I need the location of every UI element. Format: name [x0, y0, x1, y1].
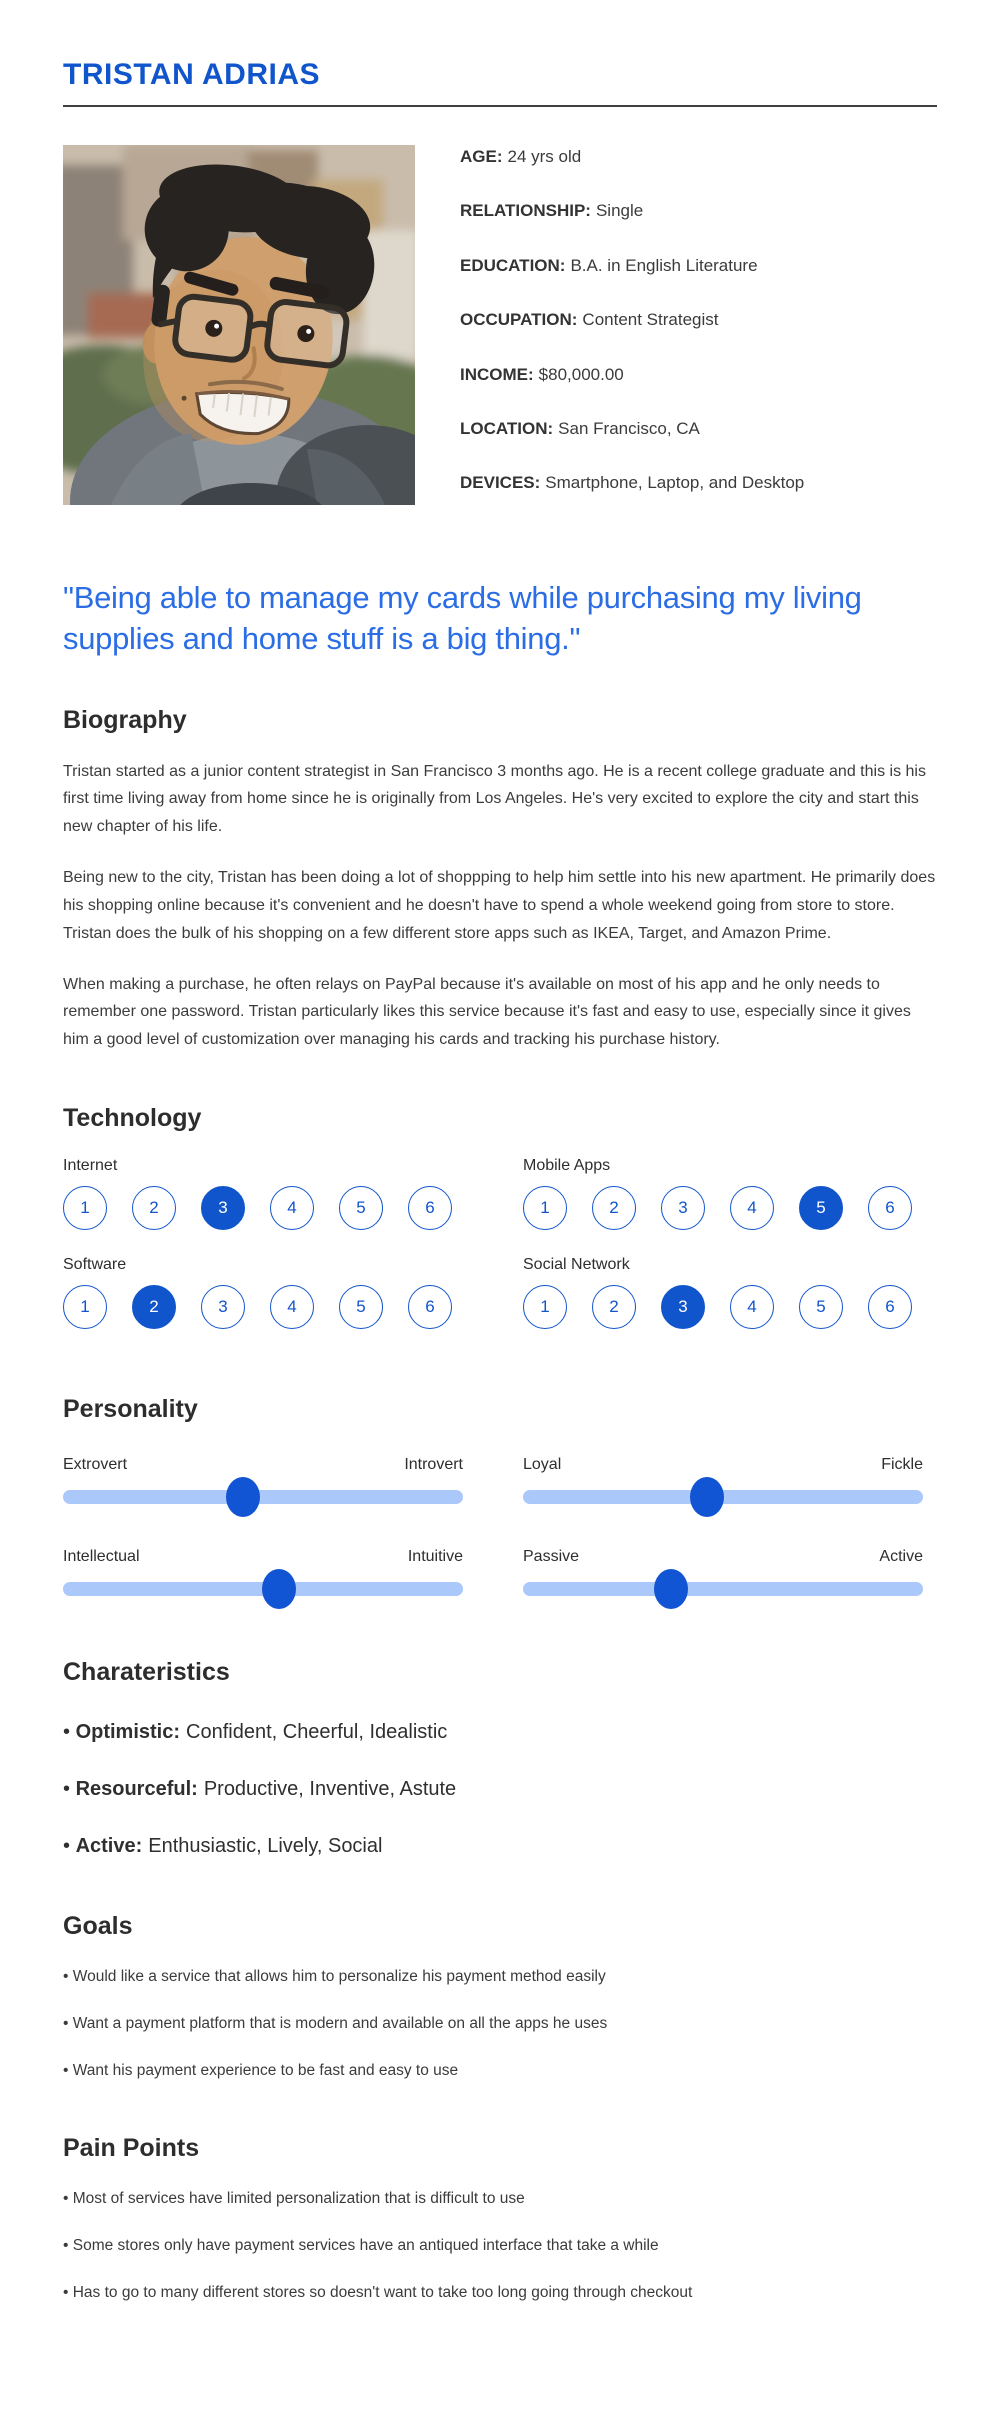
rating-label: Mobile Apps — [523, 1157, 611, 1174]
rating-group-social-network — [523, 1256, 923, 1329]
characteristic-label: Active: — [75, 1835, 143, 1857]
rating-label: Software — [63, 1256, 127, 1273]
technology-heading: Technology — [63, 1104, 202, 1132]
slider-left-label: Intellectual — [63, 1548, 140, 1565]
rating-circle-mobile-apps-4[interactable]: 4 — [730, 1186, 774, 1230]
demographic-label: AGE: — [460, 147, 503, 166]
demographic-row — [460, 201, 804, 221]
demographic-row — [460, 365, 804, 385]
pain-point-item: • Some stores only have payment services have an antiqued interface that take a while — [63, 2236, 937, 2257]
characteristic-value: Confident, Cheerful, Idealistic — [186, 1721, 448, 1743]
biography-paragraph: Tristan started as a junior content strategist in San Francisco 3 months ago. He is a recent college graduate and this is his first time living away from home since he is originally from Los Angeles. He's very excited to explore the city and start this new chapter of his life. — [63, 762, 926, 836]
persona-quote: "Being able to manage my cards while purchasing my living supplies and home stuff is a big thing." — [63, 579, 862, 656]
characteristic-item — [63, 1721, 937, 1744]
characteristic-value: Enthusiastic, Lively, Social — [148, 1835, 383, 1857]
rating-circle-social-network-3[interactable]: 3 — [661, 1285, 705, 1329]
demographic-row — [460, 419, 804, 439]
rating-circle-social-network-5[interactable]: 5 — [799, 1285, 843, 1329]
rating-circle-social-network-1[interactable]: 1 — [523, 1285, 567, 1329]
personality-heading: Personality — [63, 1395, 198, 1423]
rating-group-internet — [63, 1157, 463, 1230]
portrait-illustration — [63, 145, 415, 505]
slider-thumb[interactable] — [654, 1569, 688, 1609]
rating-circle-software-3[interactable]: 3 — [201, 1285, 245, 1329]
pain-points-list — [63, 2189, 937, 2304]
pain-point-item: • Most of services have limited personalization that is difficult to use — [63, 2189, 937, 2210]
demographic-row — [460, 147, 804, 167]
demographic-value: San Francisco, CA — [558, 418, 700, 438]
rating-scale — [63, 1186, 463, 1230]
slider-track[interactable] — [63, 1490, 463, 1504]
demographics-list — [460, 145, 804, 528]
rating-circle-mobile-apps-6[interactable]: 6 — [868, 1186, 912, 1230]
rating-circle-software-5[interactable]: 5 — [339, 1285, 383, 1329]
slider-left-label: Passive — [523, 1548, 580, 1565]
demographic-label: INCOME: — [460, 364, 534, 384]
rating-group-software — [63, 1256, 463, 1329]
profile-section — [63, 145, 937, 528]
characteristic-item — [63, 1778, 937, 1801]
demographic-label: RELATIONSHIP: — [460, 201, 591, 221]
characteristic-label: Resourceful: — [75, 1778, 198, 1800]
demographic-value: Content Strategist — [582, 310, 719, 330]
slider-right-label: Intuitive — [407, 1548, 463, 1565]
rating-circle-social-network-4[interactable]: 4 — [730, 1285, 774, 1329]
page-title: TRISTAN ADRIAS — [63, 58, 937, 107]
slider-track[interactable] — [63, 1582, 463, 1596]
rating-circle-internet-5[interactable]: 5 — [339, 1186, 383, 1230]
characteristic-value: Productive, Inventive, Astute — [203, 1778, 457, 1800]
slider-passive-active — [523, 1548, 923, 1596]
rating-circle-internet-1[interactable]: 1 — [63, 1186, 107, 1230]
pain-points-heading: Pain Points — [63, 2133, 200, 2162]
goal-item: • Want his payment experience to be fast and easy to use — [63, 2061, 937, 2082]
biography-paragraph: Being new to the city, Tristan has been doing a lot of shoppping to help him settle into his new apartment. He primarily does his shopping online because it's convenient and he doesn't have to spend a whole weekend going from store to store. Tristan does the bulk of his shopping on a few different store apps such as IKEA, Target, and Amazon Prime. — [63, 869, 936, 942]
slider-thumb[interactable] — [226, 1477, 260, 1517]
slider-right-label: Active — [879, 1548, 923, 1565]
biography-heading: Biography — [63, 705, 187, 734]
biography-paragraph: When making a purchase, he often relays on PayPal because it's available on most of his app and he only needs to remember one password. Tristan particularly likes this service because it's fast and easy to use, especially since it gives him a good level of customization over managing his cards and tracking his purchase history. — [63, 975, 911, 1049]
rating-circle-software-4[interactable]: 4 — [270, 1285, 314, 1329]
rating-scale — [523, 1186, 923, 1230]
goal-item: • Would like a service that allows him to personalize his payment method easily — [63, 1967, 937, 1988]
rating-label: Social Network — [523, 1256, 630, 1273]
characteristics-list — [63, 1721, 937, 1858]
rating-circle-mobile-apps-1[interactable]: 1 — [523, 1186, 567, 1230]
rating-circle-mobile-apps-2[interactable]: 2 — [592, 1186, 636, 1230]
goals-list — [63, 1967, 937, 2082]
slider-thumb[interactable] — [690, 1477, 724, 1517]
characteristics-heading: Charateristics — [63, 1658, 230, 1686]
slider-loyal-fickle — [523, 1456, 923, 1504]
rating-circle-mobile-apps-5[interactable]: 5 — [799, 1186, 843, 1230]
demographic-label: DEVICES: — [460, 473, 541, 493]
personality-section — [63, 1456, 937, 1596]
slider-thumb[interactable] — [262, 1569, 296, 1609]
slider-intellectual-intuitive — [63, 1548, 463, 1596]
slider-track[interactable] — [523, 1490, 923, 1504]
rating-circle-internet-6[interactable]: 6 — [408, 1186, 452, 1230]
pain-point-item: • Has to go to many different stores so doesn't want to take too long going through checkout — [63, 2283, 937, 2304]
slider-extrovert-introvert — [63, 1456, 463, 1504]
rating-circle-internet-2[interactable]: 2 — [132, 1186, 176, 1230]
slider-right-label: Fickle — [881, 1456, 923, 1473]
rating-scale — [523, 1285, 923, 1329]
characteristic-label: Optimistic: — [75, 1721, 181, 1743]
rating-label: Internet — [63, 1157, 118, 1174]
rating-circle-software-1[interactable]: 1 — [63, 1285, 107, 1329]
rating-circle-mobile-apps-3[interactable]: 3 — [661, 1186, 705, 1230]
demographic-label: OCCUPATION: — [460, 310, 578, 330]
demographic-row — [460, 310, 804, 330]
slider-right-label: Introvert — [404, 1456, 463, 1473]
rating-circle-internet-3[interactable]: 3 — [201, 1186, 245, 1230]
demographic-value: 24 yrs old — [507, 147, 582, 166]
rating-circle-software-6[interactable]: 6 — [408, 1285, 452, 1329]
demographic-row — [460, 473, 804, 493]
goal-item: • Want a payment platform that is modern and available on all the apps he uses — [63, 2014, 937, 2035]
demographic-value: Single — [595, 201, 644, 221]
rating-group-mobile-apps — [523, 1157, 923, 1230]
characteristic-item — [63, 1835, 937, 1858]
portrait-photo — [63, 145, 415, 505]
rating-circle-social-network-2[interactable]: 2 — [592, 1285, 636, 1329]
rating-circle-software-2[interactable]: 2 — [132, 1285, 176, 1329]
demographic-row — [460, 256, 804, 276]
technology-section — [63, 1157, 937, 1329]
rating-circle-social-network-6[interactable]: 6 — [868, 1285, 912, 1329]
biography-section — [63, 758, 937, 1054]
rating-circle-internet-4[interactable]: 4 — [270, 1186, 314, 1230]
demographic-value: B.A. in English Literature — [570, 255, 758, 275]
demographic-value: Smartphone, Laptop, and Desktop — [545, 473, 805, 493]
demographic-value: $80,000.00 — [538, 364, 624, 384]
slider-track[interactable] — [523, 1582, 923, 1596]
slider-left-label: Extrovert — [63, 1456, 128, 1473]
demographic-label: EDUCATION: — [460, 255, 566, 275]
demographic-label: LOCATION: — [460, 418, 554, 438]
slider-left-label: Loyal — [523, 1456, 562, 1473]
goals-heading: Goals — [63, 1912, 133, 1940]
rating-scale — [63, 1285, 463, 1329]
